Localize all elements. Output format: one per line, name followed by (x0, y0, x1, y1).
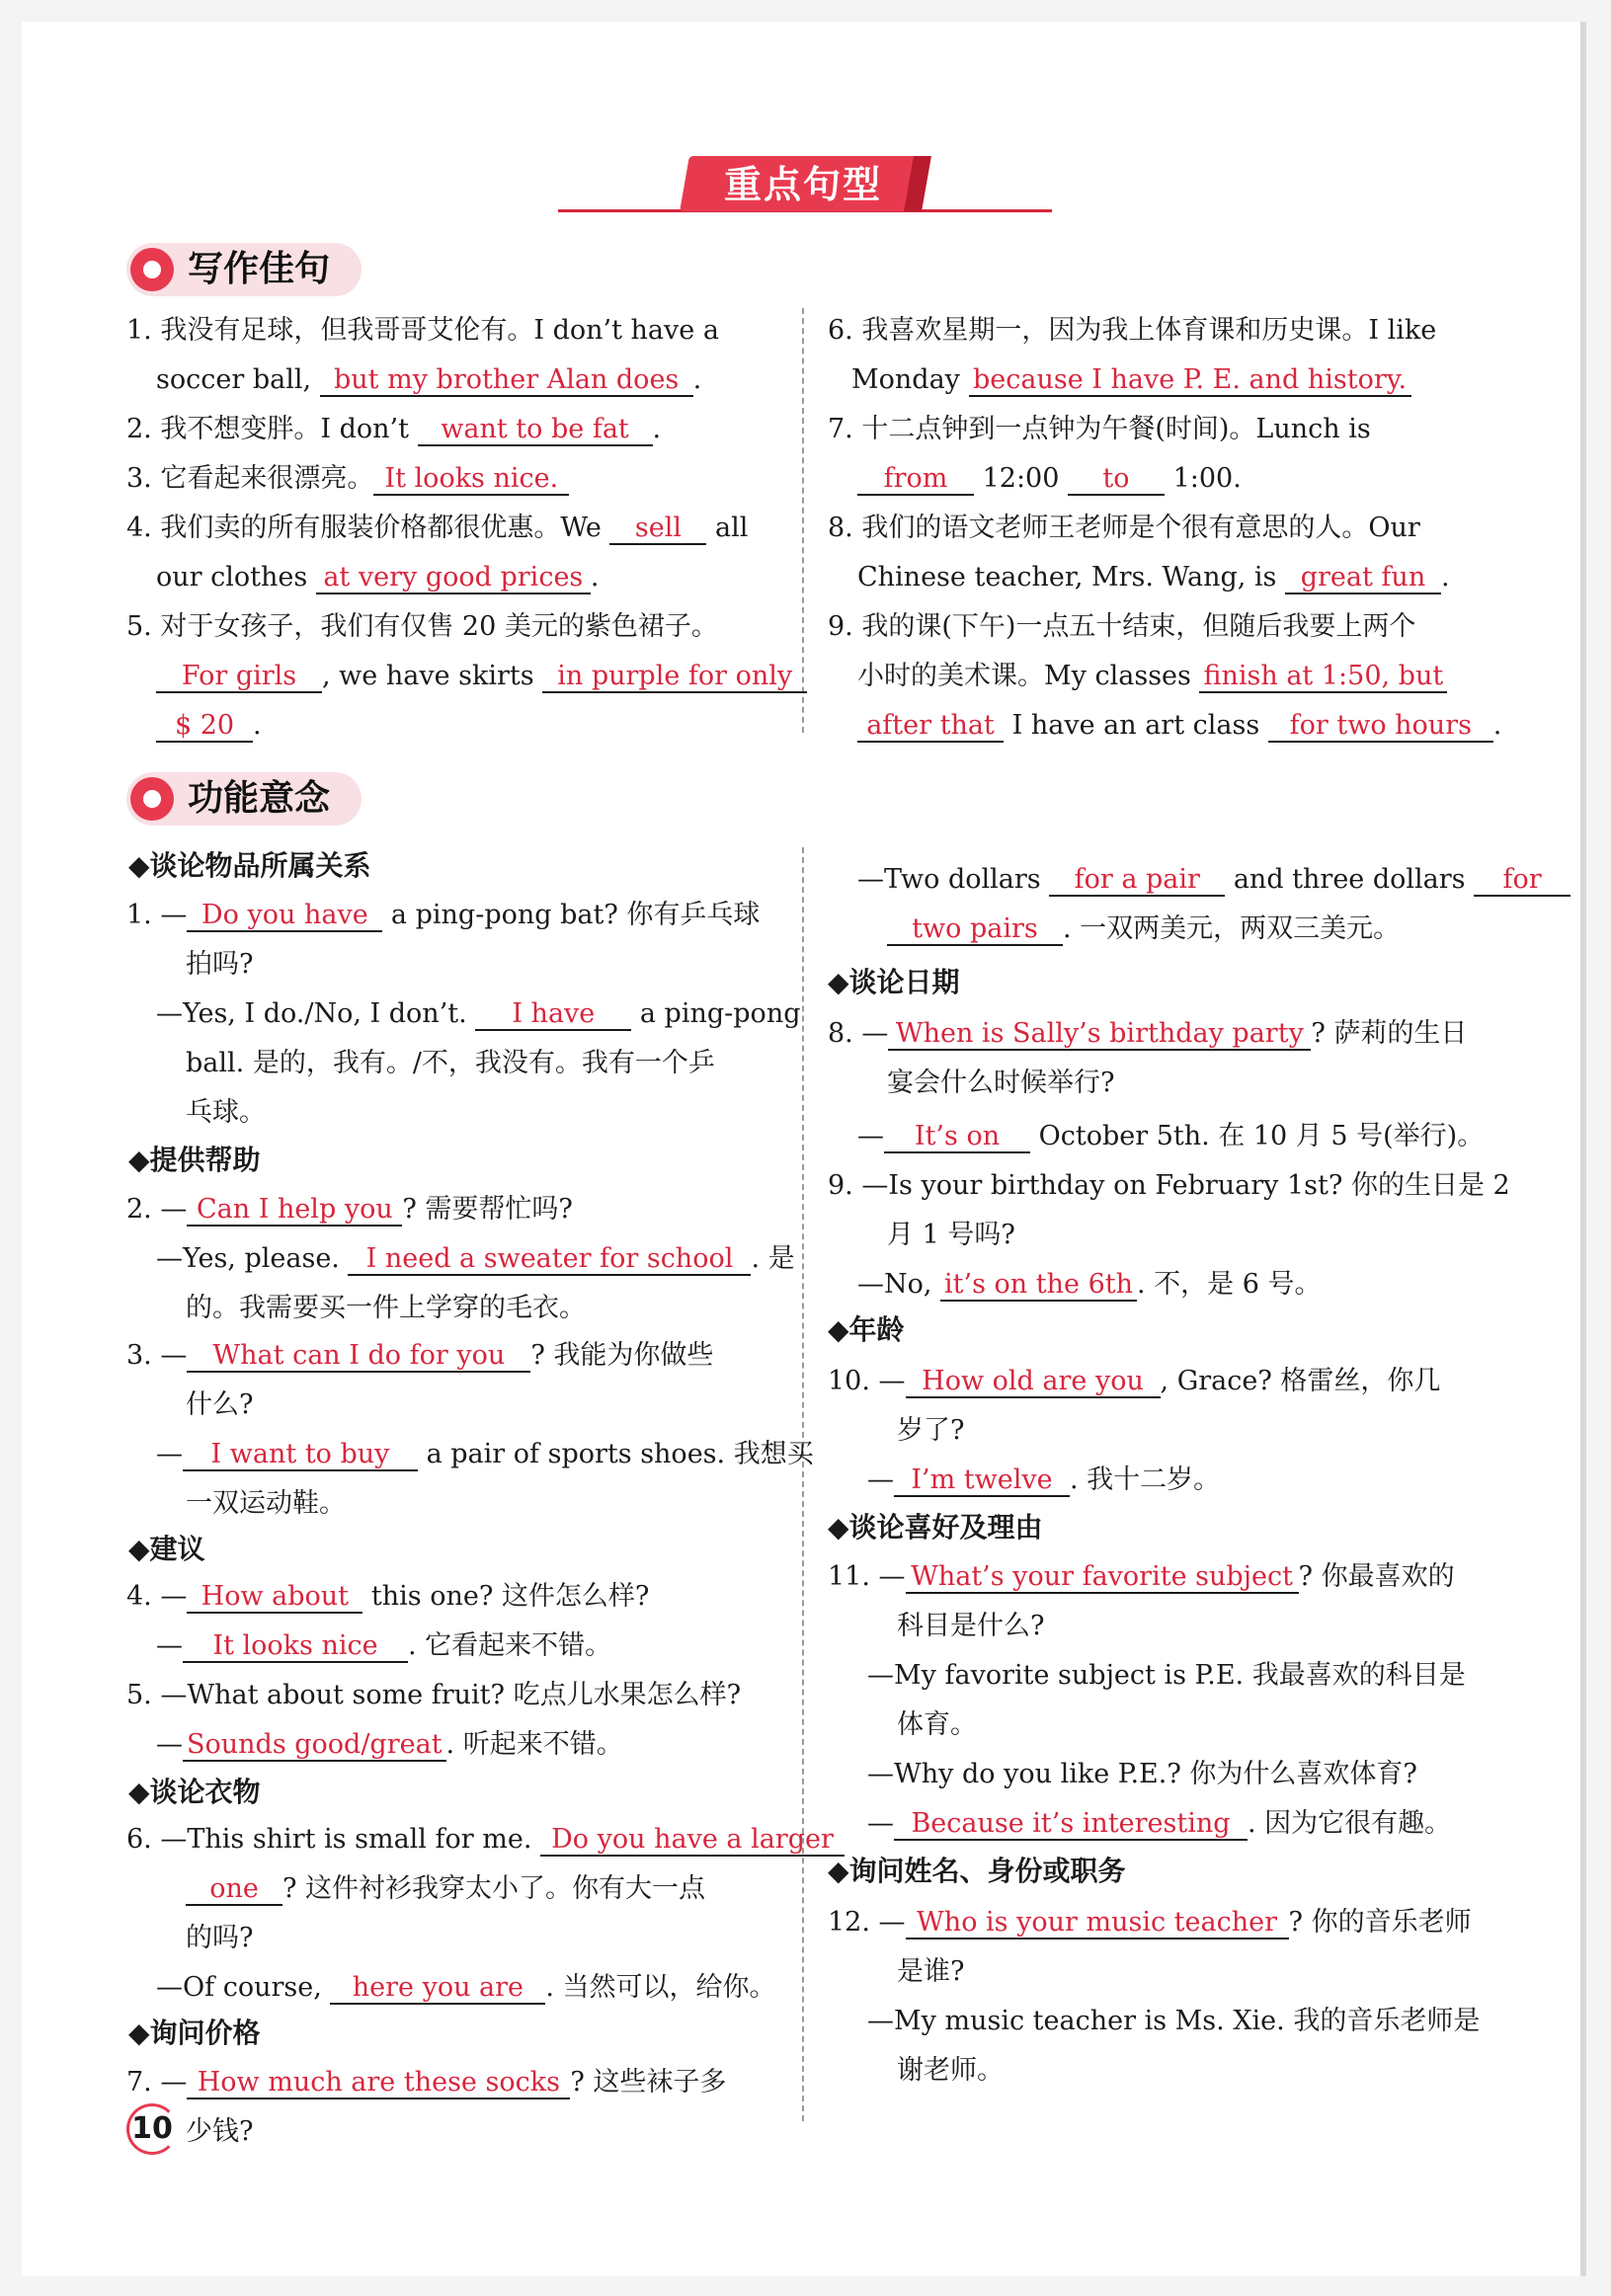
line-text: 3. — (126, 1340, 188, 1371)
line-text: 11. — (828, 1561, 906, 1592)
line-text: 2. — (126, 1194, 188, 1225)
topic-heading (128, 1776, 261, 1809)
topic-heading (128, 849, 371, 883)
line-text: 岁了? (897, 1415, 965, 1446)
line-text: 体育。 (897, 1709, 977, 1740)
text-line (156, 1438, 814, 1471)
text-line (857, 660, 1447, 693)
line-text: . 一双两美元，两双三美元。 (1063, 913, 1401, 944)
line-text: October 5th. 在 10 月 5 号(举行)。 (1030, 1121, 1485, 1151)
line-text: ◆提供帮助 (128, 1144, 261, 1176)
line-text: a pair of sports shoes. 我想买 (418, 1439, 814, 1469)
line-text: ◆谈论物品所属关系 (128, 849, 371, 882)
text-line (186, 2115, 253, 2149)
text-line (126, 512, 748, 545)
answer-blank: Can I help you (187, 1195, 402, 1227)
text-line (126, 1339, 713, 1373)
answer-blank: from (857, 464, 974, 496)
text-line (186, 1292, 586, 1325)
line-text: 5. —What about some fruit? 吃点儿水果怎么样? (126, 1680, 742, 1710)
answer-blank: How about (187, 1582, 362, 1614)
text-line (867, 1807, 1451, 1841)
line-text: 1:00. (1164, 463, 1242, 494)
answer-blank: Because it’s interesting (894, 1809, 1248, 1841)
text-line (887, 1067, 1114, 1100)
answer-blank: Who is your music teacher (906, 1908, 1289, 1940)
text-line (887, 912, 1400, 946)
answer-blank: How much are these socks (187, 2068, 570, 2099)
line-text: 宴会什么时候举行? (887, 1068, 1115, 1098)
line-text: 6. 我喜欢星期一，因为我上体育课和历史课。I like (828, 315, 1437, 346)
text-line (828, 610, 1415, 644)
text-line (851, 363, 1411, 397)
text-line (857, 1268, 1322, 1302)
line-text: ? 需要帮忙吗? (402, 1194, 573, 1225)
line-text: —No, (857, 1269, 941, 1300)
line-text: 4. — (126, 1581, 188, 1612)
text-line (828, 1169, 1510, 1203)
text-line (156, 1242, 795, 1276)
line-text: 谢老师。 (897, 2055, 1004, 2086)
answer-blank: to (1068, 464, 1165, 496)
line-text: 2. 我不想变胖。I don’t (126, 414, 418, 444)
line-text: a ping-pong bat? 你有乒乓球 (382, 900, 761, 930)
line-text: ◆谈论喜好及理由 (828, 1511, 1043, 1544)
line-text: . (1492, 710, 1502, 741)
line-text: 乓球。 (186, 1097, 266, 1128)
text-line (857, 863, 1571, 897)
line-text: this one? 这件怎么样? (362, 1581, 650, 1612)
line-text: . (590, 562, 600, 593)
text-line (156, 660, 807, 693)
text-line (857, 709, 1501, 743)
answer-blank: for two hours (1268, 711, 1493, 743)
answer-blank: in purple for only (542, 662, 807, 693)
answer-blank: great fun (1285, 563, 1441, 594)
text-line (828, 1017, 1467, 1051)
line-text: ◆年龄 (828, 1313, 905, 1346)
text-line (867, 1758, 1417, 1791)
line-text: 12. — (828, 1907, 906, 1938)
line-text: — (867, 1465, 894, 1495)
line-text: —My favorite subject is P.E. 我最喜欢的科目是 (867, 1660, 1466, 1691)
line-text: 5. 对于女孩子，我们有仅售 20 美元的紫色裙子。 (126, 611, 718, 642)
text-line (857, 561, 1450, 594)
answer-blank: How old are you (906, 1367, 1161, 1398)
line-text: our clothes (156, 562, 316, 593)
line-text: 7. 十二点钟到一点钟为午餐(时间)。Lunch is (828, 414, 1371, 444)
line-text: ◆谈论衣物 (128, 1776, 261, 1808)
line-text: ◆谈论日期 (828, 966, 960, 998)
line-text: 少钱? (186, 2116, 254, 2147)
page-number: 10 (126, 2103, 178, 2155)
topic-heading (828, 966, 960, 999)
topic-heading (828, 1313, 905, 1347)
text-line (156, 709, 262, 743)
line-text: I have an art class (1004, 710, 1268, 741)
text-line (186, 948, 253, 982)
answer-blank: It’s on (884, 1122, 1030, 1153)
answer-blank: sell (609, 514, 706, 545)
text-line (156, 363, 701, 397)
line-text: . 当然可以，给你。 (545, 1972, 776, 2003)
answer-blank: want to be fat (418, 415, 653, 446)
line-text: and three dollars (1225, 864, 1475, 895)
target-icon (130, 248, 174, 291)
text-line (156, 1971, 776, 2005)
text-line (186, 1047, 715, 1080)
answer-blank: I want to buy (183, 1440, 418, 1471)
line-text: — (857, 1121, 884, 1151)
text-line (126, 610, 718, 644)
line-text: 的。我需要买一件上学穿的毛衣。 (186, 1293, 586, 1323)
text-line (867, 1659, 1466, 1693)
line-text: , we have skirts (322, 661, 543, 691)
line-text: — (156, 1630, 183, 1661)
line-text: ball. 是的，我有。/不，我没有。我有一个乒 (186, 1048, 715, 1078)
line-text: ? 你的音乐老师 (1288, 1907, 1472, 1938)
answer-blank: I have (475, 999, 631, 1031)
text-line (867, 1464, 1220, 1497)
topic-heading (128, 1533, 205, 1566)
line-text: 10. — (828, 1366, 906, 1396)
answer-blank: finish at 1:50, but (1199, 662, 1447, 693)
section-title-function: 功能意念 (188, 778, 331, 819)
text-line (186, 1487, 346, 1521)
line-text: ? 我能为你做些 (530, 1340, 714, 1371)
text-line (156, 1728, 623, 1762)
answer-blank: When is Sally’s birthday party (888, 1019, 1311, 1051)
line-text: 6. —This shirt is small for me. (126, 1824, 541, 1855)
answer-blank: It looks nice. (373, 464, 569, 496)
line-text: 9. 我的课(下午)一点五十结束，但随后我要上两个 (828, 611, 1416, 642)
text-line (887, 1219, 1015, 1252)
text-line (186, 1922, 253, 1955)
line-text: —Why do you like P.E.? 你为什么喜欢体育? (867, 1759, 1417, 1789)
answer-blank: but my brother Alan does (320, 365, 693, 397)
line-text: . 它看起来不错。 (408, 1630, 612, 1661)
line-text: 8. 我们的语文老师王老师是个很有意思的人。Our (828, 513, 1420, 543)
text-line (156, 561, 599, 594)
line-text: ? 这件衬衫我穿太小了。你有大一点 (282, 1873, 706, 1904)
section-title-writing: 写作佳句 (188, 249, 331, 289)
line-text: 8. — (828, 1018, 889, 1049)
line-text: —Two dollars (857, 864, 1050, 895)
text-line (126, 1580, 649, 1614)
text-line (897, 1414, 964, 1448)
line-text: ? 萨莉的生日 (1311, 1018, 1468, 1049)
line-text: 3. 它看起来很漂亮。 (126, 463, 374, 494)
text-line (828, 1560, 1455, 1594)
answer-blank: Do you have (187, 901, 382, 932)
line-text: 是谁? (897, 1956, 965, 1987)
text-line (126, 1193, 573, 1227)
line-text: — (156, 1729, 183, 1760)
line-text: ◆询问姓名、身份或职务 (828, 1855, 1126, 1887)
text-line (186, 1872, 705, 1906)
line-text: 12:00 (974, 463, 1068, 494)
line-text: . 是 (751, 1243, 795, 1274)
line-text: Chinese teacher, Mrs. Wang, is (857, 562, 1285, 593)
line-text: 什么? (186, 1389, 254, 1420)
line-text: 月 1 号吗? (887, 1220, 1015, 1250)
line-text: . 听起来不错。 (445, 1729, 623, 1760)
column-divider (802, 847, 804, 2121)
answer-blank: for a pair (1049, 865, 1225, 897)
line-text: 一双运动鞋。 (186, 1488, 346, 1519)
topic-heading (828, 1855, 1126, 1888)
text-line (897, 1708, 977, 1742)
line-text: all (706, 513, 749, 543)
answer-blank: I need a sweater for school (348, 1244, 751, 1276)
answer-blank: Sounds good/great (183, 1730, 446, 1762)
line-text: . (652, 414, 662, 444)
line-text: ? 这些袜子多 (570, 2067, 727, 2098)
line-text: —Yes, please. (156, 1243, 349, 1274)
answer-blank: two pairs (887, 914, 1063, 946)
text-line (897, 2054, 1004, 2088)
text-line (828, 413, 1371, 446)
line-text: a ping-pong (631, 998, 801, 1029)
answer-blank: after that (857, 711, 1004, 743)
line-text: — (867, 1808, 894, 1839)
line-text: 拍吗? (186, 949, 254, 980)
answer-blank: It looks nice (183, 1631, 408, 1663)
line-text: . 我十二岁。 (1070, 1465, 1221, 1495)
text-line (126, 462, 569, 496)
topic-heading (128, 1144, 261, 1177)
line-text: ◆询问价格 (128, 2017, 261, 2049)
line-text: —My music teacher is Ms. Xie. 我的音乐老师是 (867, 2006, 1481, 2036)
line-text: 7. — (126, 2067, 188, 2098)
line-text: . (692, 364, 702, 395)
answer-blank: it’s on the 6th (940, 1270, 1137, 1302)
answer-blank: at very good prices (316, 563, 591, 594)
line-text: . 不，是 6 号。 (1137, 1269, 1322, 1300)
line-text: Monday (851, 364, 969, 395)
answer-blank: one (186, 1874, 282, 1906)
text-line (156, 1629, 611, 1663)
line-text: . (1440, 562, 1450, 593)
text-line (186, 1388, 253, 1422)
line-text: —Of course, (156, 1972, 331, 2003)
line-text: 的吗? (186, 1923, 254, 1953)
line-text: . (253, 710, 262, 741)
text-line (126, 899, 760, 932)
line-text: 9. —Is your birthday on February 1st? 你的生日是 2 (828, 1170, 1510, 1201)
line-text: . 因为它很有趣。 (1248, 1808, 1452, 1839)
line-text: —Yes, I do./No, I don’t. (156, 998, 476, 1029)
text-line (828, 512, 1420, 545)
line-text: , Grace? 格雷丝，你几 (1160, 1366, 1441, 1396)
text-line (126, 1679, 741, 1712)
answer-blank: for (1474, 865, 1571, 897)
line-text: 小时的美术课。My classes (857, 661, 1200, 691)
text-line (828, 1906, 1472, 1940)
answer-blank: Do you have a larger (540, 1825, 845, 1857)
line-text: 4. 我们卖的所有服装价格都很优惠。We (126, 513, 610, 543)
answer-blank: What can I do for you (187, 1341, 530, 1373)
text-line (156, 997, 801, 1031)
text-line (828, 314, 1436, 348)
text-line (897, 1610, 1044, 1643)
page-title: 重点句型 (723, 163, 882, 206)
text-line (857, 1120, 1484, 1153)
line-text: soccer ball, (156, 364, 320, 395)
page-edge (1580, 22, 1586, 2276)
line-text: 1. — (126, 900, 188, 930)
target-icon (130, 777, 174, 821)
text-line (828, 1365, 1440, 1398)
text-line (186, 1096, 266, 1130)
line-text: 1. 我没有足球，但我哥哥艾伦有。I don’t have a (126, 315, 719, 346)
answer-blank: because I have P. E. and history. (969, 365, 1411, 397)
line-text: ? 你最喜欢的 (1298, 1561, 1455, 1592)
text-line (897, 1955, 964, 1989)
text-line (126, 1823, 845, 1857)
answer-blank: For girls (156, 662, 322, 693)
answer-blank: $ 20 (156, 711, 253, 743)
text-line (867, 2005, 1480, 2038)
text-line (126, 413, 661, 446)
line-text: 科目是什么? (897, 1611, 1045, 1641)
answer-blank: I’m twelve (894, 1465, 1070, 1497)
line-text: — (156, 1439, 183, 1469)
text-line (857, 462, 1242, 496)
answer-blank: here you are (330, 1973, 545, 2005)
line-text: ◆建议 (128, 1533, 205, 1565)
text-line (126, 2066, 726, 2099)
text-line (126, 314, 719, 348)
topic-heading (828, 1511, 1043, 1544)
answer-blank: What’s your favorite subject (906, 1562, 1299, 1594)
topic-heading (128, 2017, 261, 2050)
